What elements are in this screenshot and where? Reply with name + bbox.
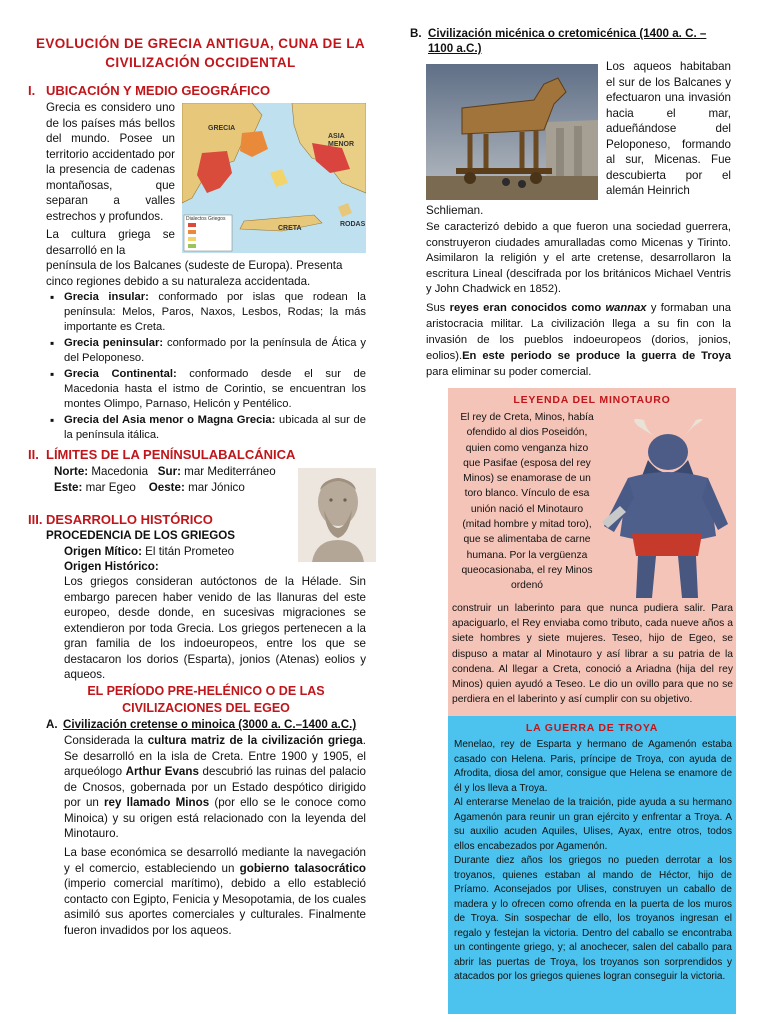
greece-map-image: GRECIA ASIA MENOR CRETA RODAS Dialectos Griegos xyxy=(182,103,366,253)
minotaur-box-title: LEYENDA DEL MINOTAURO xyxy=(513,394,671,406)
troy-paragraph-2: Al enterarse Menelao de la traición, pide ayuda a su hermano Agamenón para reunir un gran ejército y enfrentar a Troya. A su auxilio acuden Aquiles, Ulises, Ayax, entre otros, todos ellos encabezados por Agamenón. xyxy=(454,797,732,852)
section-1-paragraph-1: Grecia es considero uno de los países más bellos del mundo. Posee un territorio accidentado por la presencia de cadenas montañosas, que separan a valles estrechos y profundos. xyxy=(46,101,175,223)
historic-origin-text: Los griegos consideran autóctonos de la Hélade. Sin embargo parecen haber venido de las llanuras del este europeo, desde donde, en sucesivas migraciones se extendieron por toda Grecia. Los griegos pertenecen a la gran familia de los indoeuropeos, entre los que se destacaron los dorios (Esparta), jonios (Atenas) eolios y aqueos. xyxy=(64,575,366,681)
section-b-paragraph-2: Se caracterizó debido a que fueron una sociedad guerrera, construyeron ciudades amuralladas como Micenas y Tirinto. Asimilaron la religión y el arte cretense, desarrollaron la escritura Lineal (descifrada por los británicos Michael Ventris y John Chadwick en 1852). xyxy=(426,221,731,295)
section-b-paragraph-1: Los aqueos habitaban el sur de los Balcanes y efectuaron una invasión hacia el mar, adueñándose del Peloponeso, formando al sur, Micenas. Fue descubierta por el alemán Heinrich xyxy=(606,60,731,197)
minotaur-icon xyxy=(598,416,734,602)
list-item: ▪ Grecia peninsular: conformado por la península de Ática y del Peloponeso. xyxy=(46,336,366,366)
section-3-heading: III. DESARROLLO HISTÓRICO xyxy=(28,512,213,527)
troy-text xyxy=(454,738,732,985)
section-1-heading: I. UBICACIÓN Y MEDIO GEOGRÁFICO xyxy=(28,83,271,98)
prehellenic-heading: EL PERÍODO PRE-HELÉNICO O DE LAS CIVILIZACIONES DEL EGEO xyxy=(87,684,325,715)
historic-origin-label: Origen Histórico: xyxy=(64,560,159,573)
troy-box-title: LA GUERRA DE TROYA xyxy=(525,722,659,734)
limits-north-south: Norte: Macedonia Sur: mar Mediterráneo xyxy=(54,465,276,478)
troy-box xyxy=(448,716,736,1014)
section-1-paragraph-2-start: La cultura griega se desarrolló en la xyxy=(46,228,175,257)
list-item: ▪ Grecia Continental: conformado desde el sur de Macedonia hasta el istmo de Corintio, se encuentran los montes Olimpo, Parnaso, Helicón y Pentélico. xyxy=(46,367,366,412)
page-title: EVOLUCIÓN DE GRECIA ANTIGUA, CUNA DE LA CIVILIZACIÓN OCCIDENTAL xyxy=(35,36,366,70)
section-a-paragraph-1: Considerada la cultura matriz de la civilización griega. Se desarrolló en la isla de Creta. Entre 1900 y 1905, el arqueólogo Arthur Evans descubrió las ruinas del palacio de Cnosos, gobernada por un Estado despótico dirigido por un rey llamado Minos (por ello se le conoce como Minoica) y su origen está relacionado con la leyenda del Minotauro. xyxy=(64,734,366,840)
trojan-horse-icon xyxy=(426,64,598,200)
limits-east-west: Este: mar Egeo Oeste: mar Jónico xyxy=(54,481,245,494)
section-2-heading: II. LÍMITES DE LA PENÍNSULABALCÁNICA xyxy=(28,447,296,462)
origin-subheading: PROCEDENCIA DE LOS GRIEGOS xyxy=(46,529,235,542)
minotaur-text-side: El rey de Creta, Minos, había ofendido al dios Poseidón, quien como venganza hizo que Pasifae (esposa del rey Minos) se enamorase de un toro blanco. Vínculo de esa unión nació el Minotauro (mitad hombre y mitad toro), que se alimentaba de carne humana. Por la vergüenza queocasionaba, el rey Minos ordenó xyxy=(460,412,594,592)
trojan-horse-image xyxy=(426,64,598,200)
list-item: ▪ Grecia del Asia menor o Magna Grecia: ubicada al sur de la península itálica. xyxy=(46,413,366,443)
regions-list xyxy=(46,290,366,444)
section-a-paragraph-2: La base económica se desarrolló mediante la navegación y el comercio, estableciendo un gobierno talasocrático (imperio comercial marítimo), debido a ello estableció contacto con Egipto, Fenicia y Mesopotamia, de los cuales asimiló sus aportes comerciales y culturales. Finalmente fueron invadidos por los aqueos. xyxy=(64,846,366,937)
list-item: ▪ Grecia insular: conformado por islas que rodean la península: Melos, Paros, Naxos, Lesbos, Rodas; la más importante es Creta. xyxy=(46,290,366,335)
troy-paragraph-3: Durante diez años los griegos no pueden derrotar a los troyanos, quienes estaban al mando de Héctor, hijo de Príamo. Aconsejados por Ulises, construyen un caballo de madera y lo ofrecen como ofrenda en la puerta de los muros de Troya. Sin sospechar de ello, los troyanos ingresan el regalo y festejan la victoria. Dentro del caballo se encontraba un contingente griego, y; al anochecer, salen del caballo para abrir las puertas de Troya, los troyanos son sorprendidos y atacados por los griegos quienes logran conseguir la victoria. xyxy=(454,855,732,982)
mythic-origin: Origen Mítico: El titán Prometeo xyxy=(64,545,235,558)
section-b-paragraph-3: Sus reyes eran conocidos como wannax y formaban una aristocracia militar. La civilización llega a su fin con la invasión de los pueblos indoeuropeos (dorios, jonios, eolios).En este periodo se produce la guerra de Troya para eliminar su poder comercial. xyxy=(426,302,731,378)
section-b-paragraph-1-end: Schlieman. xyxy=(426,204,484,217)
section-b-heading: B. Civilización micénica o cretomicénica (1400 a. C. – 1100 a.C.) xyxy=(410,27,707,55)
philosopher-bust-image xyxy=(298,468,376,562)
section-1-paragraph-2-end: península de los Balcanes (sudeste de Europa). Presenta cinco regiones debido a su naturaleza accidentada. xyxy=(46,259,343,288)
minotaur-text-full: construir un laberinto para que nunca pudiera salir. Para apaciguarlo, el Rey enviaba como tributo, cada nueve años a siete hombres y siete mujeres. Teseo, hijo de Egeo, se dispuso a matar al Minotauro y así librar a su patria de la condena. Al llegar a Creta, conoció a Ariadna (hija del rey Minos) quien ayudó a Teseo. Le dio un ovillo para que no se perdiera en el laberinto y así cumplir con su objetivo. xyxy=(452,603,733,706)
minotaur-image xyxy=(598,416,734,602)
section-a-heading: A. Civilización cretense o minoica (3000 a. C.–1400 a.C.) xyxy=(46,718,357,731)
troy-paragraph-1: Menelao, rey de Esparta y hermano de Agamenón estaba casado con Helena. Paris, príncipe de Troya, con ayuda de Afrodita, diosa del amor, consigue que Helena se enamore de él y los lleva a Troya. xyxy=(454,739,732,794)
minotaur-box xyxy=(448,388,736,716)
bust-icon xyxy=(298,468,376,562)
